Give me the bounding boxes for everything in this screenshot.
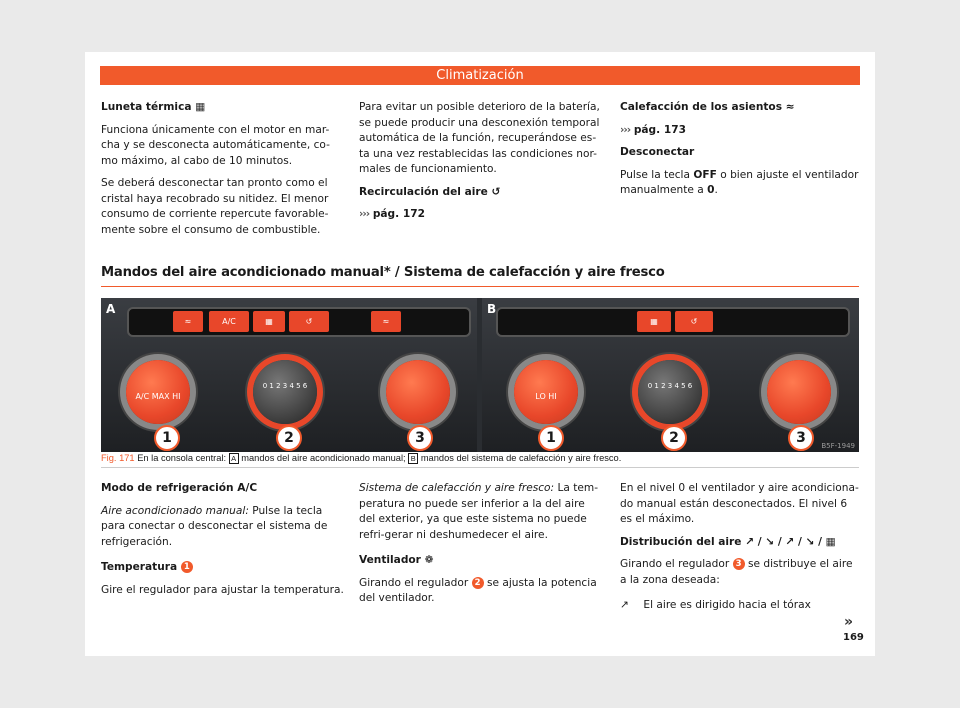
disconnect-text-a: Pulse la tecla	[620, 168, 690, 181]
caption-text-b: mandos del aire acondicionado manual;	[241, 453, 406, 463]
recirculation-button-b: ↺	[675, 311, 713, 332]
heating-text-italic: Sistema de calefacción y aire fresco:	[359, 482, 555, 494]
recirculation-page-ref-text: pág. 172	[372, 208, 425, 220]
caption-box-b: B	[408, 453, 418, 464]
continued-marker: »	[844, 614, 854, 630]
rear-defrost-button-b: ▦	[637, 311, 671, 332]
caption-rule	[101, 467, 859, 468]
seat-heat-right-button: ≈	[371, 311, 401, 332]
distribution-icons: ↗ / ↘ / ↗ / ↘ / ▦	[745, 535, 836, 548]
callout-ref-3: 3	[733, 558, 745, 570]
heating-text-body: La tem-peratura no puede ser inferior a la del aire del exterior, ya que este sistema no puede refri-gerar ni deshumedecer el aire.	[359, 482, 599, 541]
temperature-knob-a-label: A/C MAX HI	[135, 392, 181, 401]
seat-heating-icon: ≈	[785, 101, 795, 113]
distribution-heading-text: Distribución del aire	[620, 535, 742, 548]
chest-air-icon: ↗	[620, 599, 629, 611]
rear-defrost-icon: ▦	[195, 101, 206, 113]
temperature-text: Gire el regulador para ajustar la temperatura.	[101, 583, 344, 596]
fan-knob-b	[638, 360, 702, 424]
seat-heating-page-ref-text: pág. 173	[633, 123, 686, 136]
fan-zero-label: 0	[707, 184, 715, 196]
column-2	[359, 100, 604, 230]
lower-column-2	[359, 481, 604, 614]
recirculation-heading	[359, 185, 604, 201]
cooling-text-body: Pulse la tecla para conectar o desconectar el sistema de refrigeración.	[101, 504, 328, 548]
recirculation-heading-text: Recirculación del aire	[359, 185, 488, 198]
heating-text	[359, 481, 604, 543]
chest-air-text: El aire es dirigido hacia el tórax	[643, 599, 811, 611]
chest-air-item	[620, 598, 860, 614]
callout-2-b: 2	[661, 425, 687, 451]
distribution-heading	[620, 535, 860, 551]
temperature-knob-b	[514, 360, 578, 424]
section-title: Mandos del aire acondicionado manual* / Sistema de calefacción y aire fresco	[101, 265, 665, 280]
fan-knob-a-scale: 0 1 2 3 4 5 6	[262, 382, 308, 390]
page-number: 169	[843, 632, 864, 643]
panel-b-label: B	[487, 302, 497, 316]
figure-number: Fig. 171	[101, 453, 135, 463]
temperature-heading-text: Temperatura	[101, 561, 178, 573]
caption-text-c: mandos del sistema de calefacción y aire fresco.	[420, 453, 622, 463]
caption-box-a: A	[229, 453, 239, 464]
callout-1-b: 1	[538, 425, 564, 451]
off-key-label: OFF	[693, 168, 717, 181]
recirculation-icon: ↺	[491, 185, 501, 198]
panel-b	[482, 298, 859, 452]
lower-column-3	[620, 481, 860, 621]
fan-heading	[359, 553, 604, 569]
lower-column-1	[101, 481, 346, 605]
fan-knob-b-scale: 0 1 2 3 4 5 6	[647, 382, 693, 390]
seat-heating-page-ref[interactable]	[620, 123, 860, 139]
rear-window-heading	[101, 100, 346, 116]
cooling-text-italic: Aire acondicionado manual:	[101, 504, 249, 517]
fan-text-a: Girando el regulador	[359, 576, 469, 589]
cooling-heading	[101, 481, 346, 497]
callout-ref-1: 1	[181, 561, 193, 573]
distribution-text-a: Girando el regulador	[620, 558, 730, 570]
chapter-header: Climatización	[100, 66, 860, 85]
fan-icon: ❁	[424, 554, 434, 566]
disconnect-heading: Desconectar	[620, 146, 695, 158]
temperature-knob-b-label: LO HI	[535, 392, 557, 401]
panel-a	[101, 298, 477, 452]
panel-a-label: A	[106, 302, 116, 316]
temperature-heading	[101, 560, 346, 576]
callout-3-a: 3	[407, 425, 433, 451]
disconnect-text-c: o bien ajuste el ventilador manualmente a	[620, 168, 859, 196]
fan-knob-a	[253, 360, 317, 424]
column-1	[101, 100, 346, 245]
rear-window-text-1: Funciona únicamente con el motor en mar-cha y se desconecta automáticamente, co-mo máximo, al cabo de 10 minutos.	[101, 123, 330, 167]
rear-defrost-button: ▦	[253, 311, 285, 332]
fan-levels-text: En el nivel 0 el ventilador y aire acondiciona-do manual están desconectados. El nivel 6 es el máximo.	[620, 482, 859, 525]
disconnect-text	[620, 168, 860, 199]
callout-3-b: 3	[788, 425, 814, 451]
cooling-heading-text: Modo de refrigeración	[101, 482, 234, 494]
recirculation-page-ref[interactable]	[359, 207, 604, 223]
figure-caption	[101, 453, 859, 464]
temperature-knob-a	[126, 360, 190, 424]
section-rule	[101, 286, 859, 287]
cooling-text	[101, 504, 346, 551]
seat-heating-heading	[620, 100, 860, 116]
fan-text-b: se ajusta la potencia del ventilador.	[359, 576, 597, 604]
column-3	[620, 100, 860, 206]
distribution-text-b: se distribuye el aire a la zona deseada:	[620, 558, 853, 586]
rear-window-heading-text: Luneta térmica	[101, 101, 192, 113]
callout-1-a: 1	[154, 425, 180, 451]
figure-171	[101, 298, 859, 452]
ref-arrow-icon: ›››	[359, 208, 370, 220]
distribution-text	[620, 557, 860, 588]
recirculation-button: ↺	[289, 311, 329, 332]
seat-heat-left-button: ≈	[173, 311, 203, 332]
figure-ref-code: B5F-1949	[821, 442, 855, 450]
ac-icon: A/C	[237, 482, 258, 494]
caption-text-a: En la consola central:	[137, 453, 227, 463]
callout-2-a: 2	[276, 425, 302, 451]
disconnect-text-end: .	[714, 184, 718, 196]
seat-heating-heading-text: Calefacción de los asientos	[620, 101, 783, 113]
fan-text	[359, 576, 604, 607]
ac-button: A/C	[209, 311, 249, 332]
fan-heading-text: Ventilador	[359, 554, 421, 566]
rear-window-text-2: Se deberá desconectar tan pronto como el cristal haya recobrado su nitidez. El menor consumo de corriente repercute favorable-mente sobre el consumo de combustible.	[101, 177, 329, 236]
callout-ref-2: 2	[472, 577, 484, 589]
ref-arrow-icon: ›››	[620, 123, 631, 136]
battery-text: Para evitar un posible deterioro de la batería, se puede producir una desconexión temporal automática de la función, recuperándose es-ta una vez restablecidas las condiciones nor-males de funcionamiento.	[359, 101, 600, 175]
panel-b-button-strip	[496, 307, 850, 337]
distribution-knob-a	[386, 360, 450, 424]
distribution-knob-b	[767, 360, 831, 424]
